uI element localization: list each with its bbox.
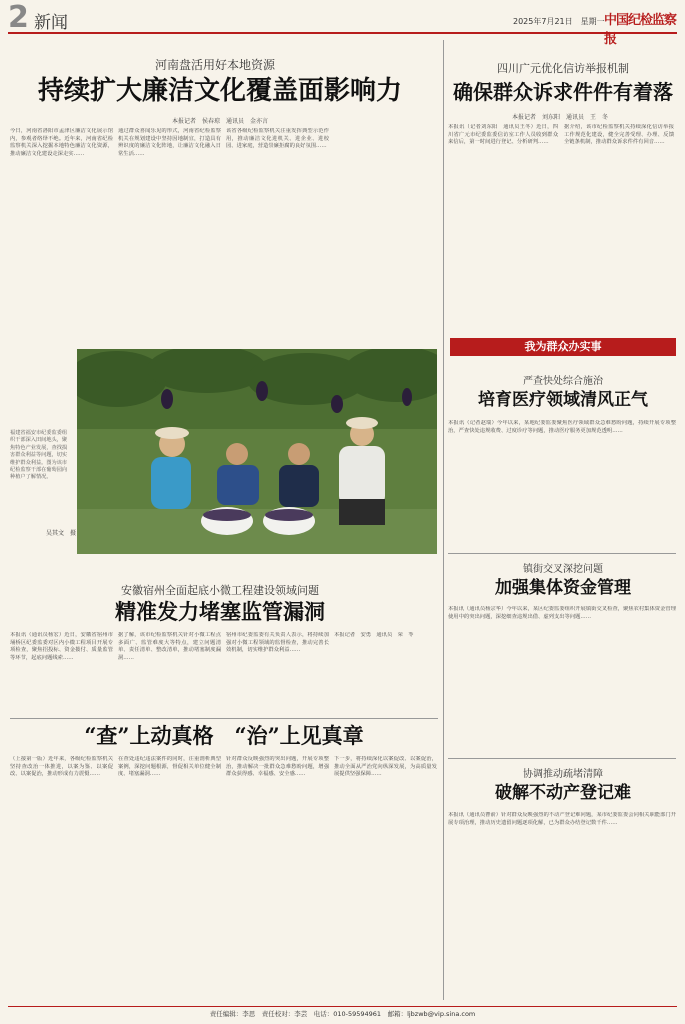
story2-headline: 确保群众诉求件件有着落 (453, 80, 673, 104)
masthead (8, 0, 677, 47)
story3-body-col4: 本报记者 安勇 通讯员 荣 苓 (334, 632, 414, 638)
story3-body-col2: 据了解，该市纪检监察机关针对小微工程点多面广、监管难度大等特点，建立问题清单、责任清单、整改清单，推动堵塞制度漏洞…… (118, 632, 221, 661)
section-name: 新闻 (34, 13, 68, 33)
story1-byline: 本报记者 侯春琼 通讯员 金亦言 (171, 118, 268, 125)
story2-byline: 本报记者 刘东阳 通讯员 王 冬 (511, 114, 608, 121)
sidebar-item2-kicker: 镇街交叉深挖问题 (523, 564, 603, 575)
news-photo (77, 349, 437, 554)
vineyard-photo-graphic (77, 349, 437, 554)
story4-body-col3: 针对群众反映强烈的突出问题，开展专项整治，推动解决一批群众急难愁盼问题，增强群众获得感、幸福感、安全感…… (226, 756, 329, 778)
story4-headline: “查”上动真格 “治”上见真章 (84, 723, 364, 748)
story4-body-col4: 下一步，将持续深化以案促改、以案促治，推动全面从严治党向纵深发展，为高质量发展提供坚强保障…… (334, 756, 437, 778)
story-divider (10, 718, 438, 719)
sidebar-item3-body: 本报讯（通讯员曹俞）针对群众反映强烈的不动产登记难问题，某市纪委监委会同相关职能部门开展专项治理，推动历史遗留问题逐项化解，已为群众办结登记数千件…… (448, 812, 676, 826)
sidebar-section-title: 我为群众办实事 (450, 338, 676, 356)
page-number: 2 (8, 0, 29, 35)
sidebar-item1-headline: 培育医疗领域清风正气 (478, 390, 648, 410)
page-footer: 责任编辑：李思 责任校对：李芸 电话：010-59594961 邮箱：ljbzwb@vip.sina.com (8, 1006, 677, 1020)
story3-headline: 精准发力堵塞监管漏洞 (115, 599, 325, 624)
story3-body-col3: 宿州市纪委监委有关负责人表示，将持续加强对小微工程领域的监督检查，推动完善长效机制，切实维护群众利益…… (226, 632, 329, 654)
story1-headline: 持续扩大廉洁文化覆盖面影响力 (37, 76, 402, 106)
story4-body-col1: （上接第一版）近年来，各级纪检监察机关坚持查改治一体推进，以案为鉴、以案促改、以案促治，推动形成有力震慑…… (10, 756, 113, 778)
story1-kicker: 河南盘活用好本地资源 (154, 58, 275, 72)
sidebar-item3-kicker: 协调推动疏堵清障 (523, 769, 603, 780)
sidebar-item2-body: 本报讯（通讯员杨宗华）今年以来，某区纪委监委组织开展镇街交叉检查，聚焦农村集体资金管理使用中的突出问题，深挖细查违规出借、虚列支出等问题…… (448, 606, 676, 620)
sidebar-item1-kicker: 严查快处综合施治 (523, 376, 603, 387)
issue-date: 2025年7月21日 星期一 (513, 17, 605, 26)
sidebar-item1-body: 本报讯（记者赵瑞）今年以来，某地纪委监委聚焦医疗领域群众急难愁盼问题，持续开展专项整治，严查快处违规收费、过度诊疗等问题，推动医疗服务更加规范透明…… (448, 420, 676, 434)
story2-body-col1: 本报讯（记者刘东阳 通讯员王冬）近日，四川省广元市纪委监委信访室工作人员收到群众来信后，第一时间进行登记、分析研判…… (448, 124, 558, 146)
story1-body-col3: 该省各级纪检监察机关注重发挥典型示范作用，推动廉洁文化进机关、进企业、进校园、进家庭，营造崇廉拒腐的良好氛围…… (226, 128, 329, 150)
photo-caption: 福建省福安市纪委监委组织干部深入田间地头，聚焦特色产业发展，查找损害群众利益等问题，切实维护群众利益。图为该市纪检监察干部在葡萄园向种植户了解情况。 (10, 430, 68, 481)
sidebar-item2-headline: 加强集体资金管理 (495, 578, 631, 598)
sidebar-divider (448, 553, 676, 554)
sidebar-item3-headline: 破解不动产登记难 (495, 783, 631, 803)
column-divider (443, 40, 444, 1000)
story1-body-col2: 通过群众喜闻乐见的形式，河南省纪检监察机关在规划建设中坚持因地制宜，打造具有辨识度的廉洁文化阵地，让廉洁文化融入日常生活…… (118, 128, 221, 157)
photo-author: 吴其文 摄 (46, 530, 77, 537)
story4-body-col2: 在查处违纪违法案件的同时，注重剖析典型案例，深挖问题根源，督促相关单位健全制度、堵塞漏洞…… (118, 756, 221, 778)
story2-kicker: 四川广元优化信访举报机制 (497, 62, 629, 75)
newspaper-logo: 中国纪检监察报 (604, 13, 677, 47)
story2-body-col2: 据介绍，该市纪检监察机关持续深化信访举报工作规范化建设，健全完善受理、办理、反馈全链条机制，推动群众诉求件件有回音…… (564, 124, 674, 146)
story1-body-col1: 今日，河南省洛阳市孟津区廉洁文化展示馆内，参观者络绎不绝。近年来，河南省纪检监察机关深入挖掘本地特色廉洁文化资源，推动廉洁文化建设走深走实…… (10, 128, 113, 157)
sidebar-divider (448, 758, 676, 759)
story3-kicker: 安徽宿州全面起底小微工程建设领域问题 (121, 584, 319, 597)
story3-body-col1: 本报讯（通讯员杨宏）近日，安徽省宿州市埇桥区纪委监委对区内小微工程项目开展专项检查，聚焦招投标、资金拨付、质量监管等环节，起底问题线索…… (10, 632, 113, 661)
